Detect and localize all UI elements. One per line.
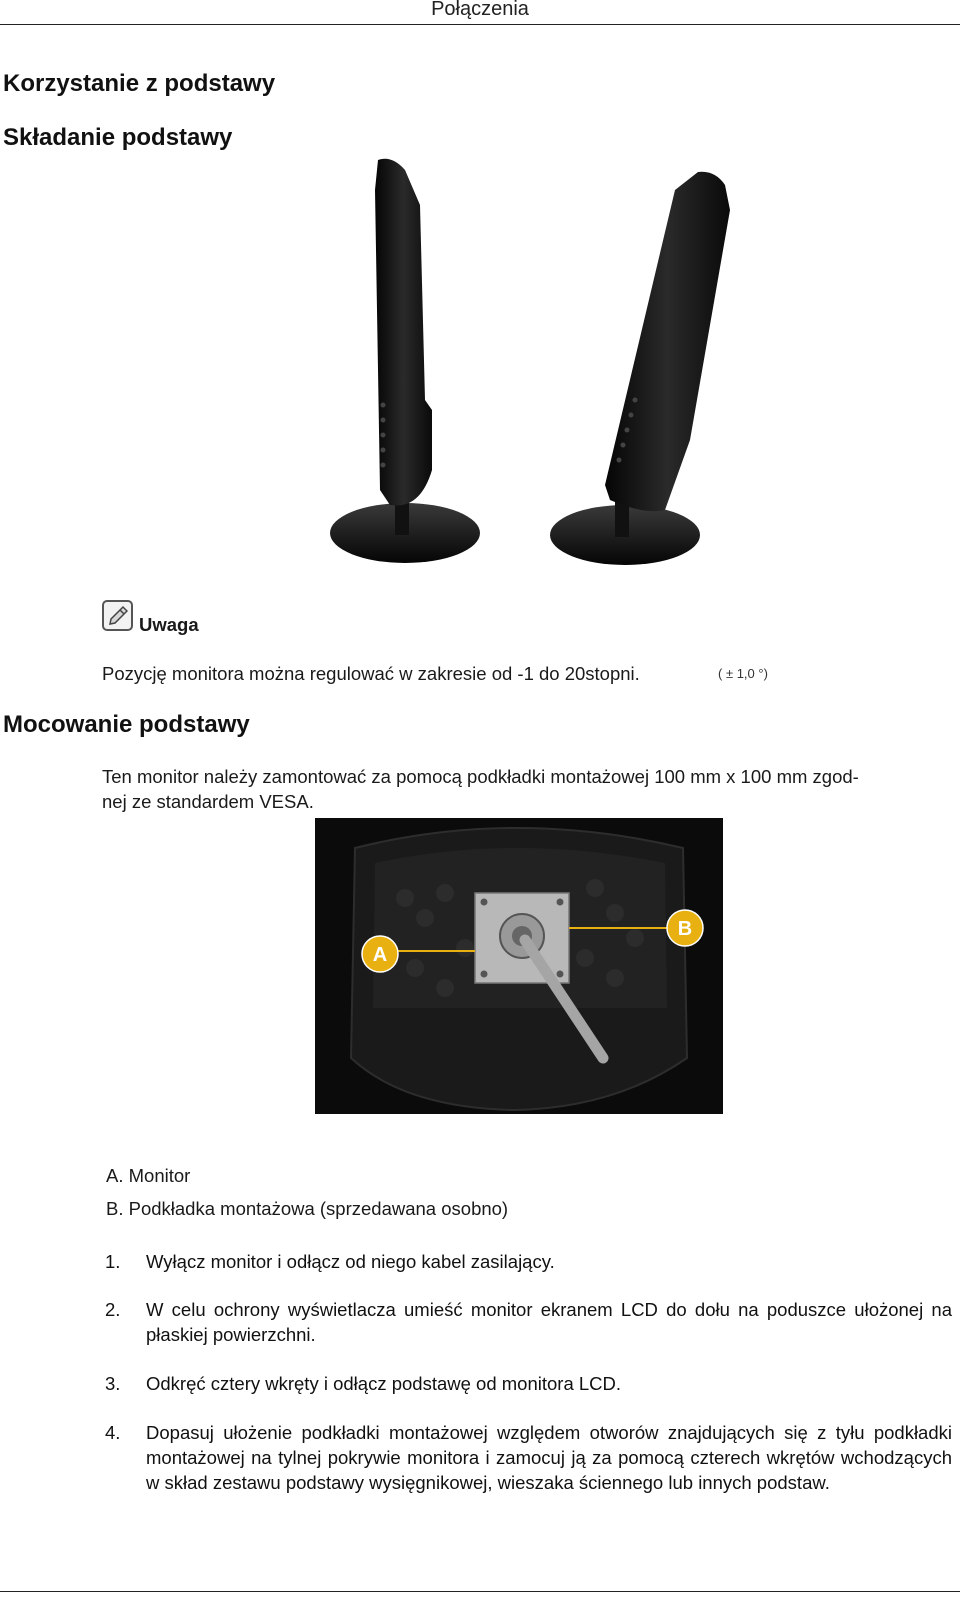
step-number: 3. [105,1373,121,1394]
legend-item-b: B. Podkładka montażowa (sprzedawana osobno) [106,1198,509,1219]
header-rule [0,24,960,25]
section-title-folding-stand: Składanie podstawy [3,124,233,151]
section-title-using-stand: Korzystanie z podstawy [3,70,276,97]
note-tolerance: ( ± 1,0 °) [718,666,768,681]
monitor-upright [330,159,480,563]
step-number: 2. [105,1299,121,1320]
monitor-back-vesa-image [315,818,723,1114]
section-title-mounting-stand: Mocowanie podstawy [3,711,250,738]
legend-item-a: A. Monitor [106,1165,191,1186]
monitor-side-views-image [320,150,770,575]
step-text: Odkręć cztery wkręty i odłącz podstawę od monitora LCD. [146,1373,622,1394]
footer-rule [0,1591,960,1592]
note-pencil-icon [102,600,134,632]
step-number: 1. [105,1251,121,1272]
step-text: Wyłącz monitor i odłącz od niego kabel zasilający. [146,1251,555,1272]
monitor-tilted [550,172,730,565]
note-label: Uwaga [139,614,199,635]
mounting-intro-line-1: Ten monitor należy zamontować za pomocą podkładki montażowej 100 mm x 100 mm zgod- [102,766,859,787]
step-text: W celu ochrony wyświetlacza umieść monitor ekranem LCD do dołu na poduszce ułożonej na płaskiej powierzchni. [146,1299,952,1345]
page-header: Połączenia [431,0,529,20]
mounting-intro-line-2: nej ze standardem VESA. [102,791,314,812]
step-text: Dopasuj ułożenie podkładki montażowej względem otworów znajdujących się z tyłu podkładki montażowej na tylnej pokrywie monitora i zamocuj ją za pomocą czterech wkrętów wchodzących w skład zestawu podstawy wysięgnikowej, wieszaka ściennego lub innych podstaw. [146,1422,952,1493]
step-number: 4. [105,1422,121,1443]
callout-a-label: A [372,944,388,966]
callout-b-label: B [677,918,693,940]
note-text: Pozycję monitora można regulować w zakresie od -1 do 20stopni. [102,663,640,684]
